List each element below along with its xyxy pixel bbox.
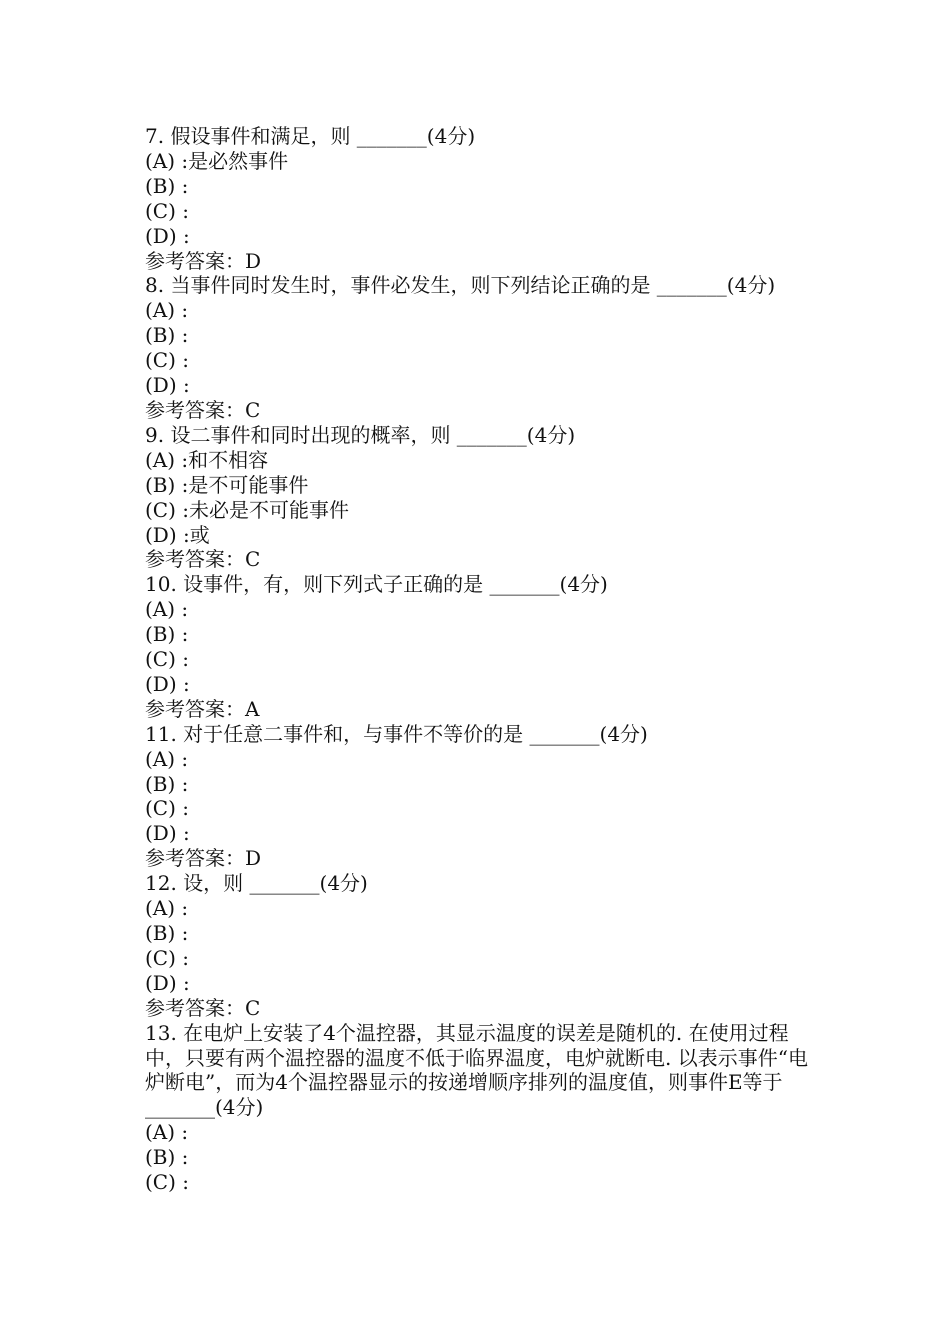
reference-answer: 参考答案：D (145, 846, 262, 871)
option-c: (C) : (145, 1170, 190, 1195)
option-d: (D) : (145, 821, 190, 846)
question-list (145, 124, 810, 1195)
option-d: (D) :或 (145, 522, 210, 547)
option-b: (B) : (145, 173, 189, 198)
question-text: 7. 假设事件和满足，则 _______(4分) (145, 124, 476, 148)
option-a: (A) : (145, 597, 189, 622)
question-text: 9. 设二事件和同时出现的概率，则 _______(4分) (145, 422, 576, 447)
option-c: (C) : (145, 348, 190, 373)
option-c: (C) : (145, 647, 190, 672)
question-block (145, 273, 810, 422)
question-block (145, 871, 810, 1020)
option-a: (A) : (145, 298, 189, 323)
reference-answer: 参考答案：C (145, 995, 261, 1020)
option-b: (B) : (145, 771, 189, 796)
reference-answer: 参考答案：D (145, 248, 262, 273)
option-c: (C) : (145, 796, 190, 821)
reference-answer: 参考答案：A (145, 696, 260, 721)
option-a: (A) : (145, 1120, 189, 1145)
option-a: (A) : (145, 896, 189, 921)
option-b: (B) : (145, 622, 189, 647)
reference-answer: 参考答案：C (145, 397, 261, 422)
option-a: (A) :是必然事件 (145, 148, 289, 173)
option-b: (B) : (145, 1145, 189, 1170)
question-block (145, 572, 810, 721)
option-d: (D) : (145, 373, 190, 398)
option-a: (A) : (145, 746, 189, 771)
question-block (145, 423, 810, 572)
option-c: (C) : (145, 945, 190, 970)
reference-answer: 参考答案：C (145, 547, 261, 572)
option-d: (D) : (145, 970, 190, 995)
question-text: 10. 设事件，有，则下列式子正确的是 _______(4分) (145, 572, 608, 597)
question-text: 8. 当事件同时发生时，事件必发生，则下列结论正确的是 _______(4分) (145, 273, 776, 298)
question-block (145, 1021, 810, 1195)
option-c: (C) :未必是不可能事件 (145, 497, 350, 522)
option-d: (D) : (145, 223, 190, 248)
question-text: 11. 对于任意二事件和，与事件不等价的是 _______(4分) (145, 721, 648, 746)
question-text: 13. 在电炉上安装了4个温控器，其显示温度的误差是随机的. 在使用过程中，只要有两个温控器的温度不低于临界温度，电炉就断电. 以表示事件“电炉断电”，而为4个温控器显示的按递增顺序排列的温度值，则事件E等于 _______(4分) (145, 1020, 808, 1120)
option-b: (B) :是不可能事件 (145, 472, 309, 497)
option-b: (B) : (145, 323, 189, 348)
question-block (145, 722, 810, 871)
option-b: (B) : (145, 921, 189, 945)
question-block (145, 124, 810, 273)
option-c: (C) : (145, 198, 190, 223)
option-d: (D) : (145, 671, 190, 696)
question-text: 12. 设，则 _______(4分) (145, 871, 368, 896)
option-a: (A) :和不相容 (145, 447, 269, 472)
